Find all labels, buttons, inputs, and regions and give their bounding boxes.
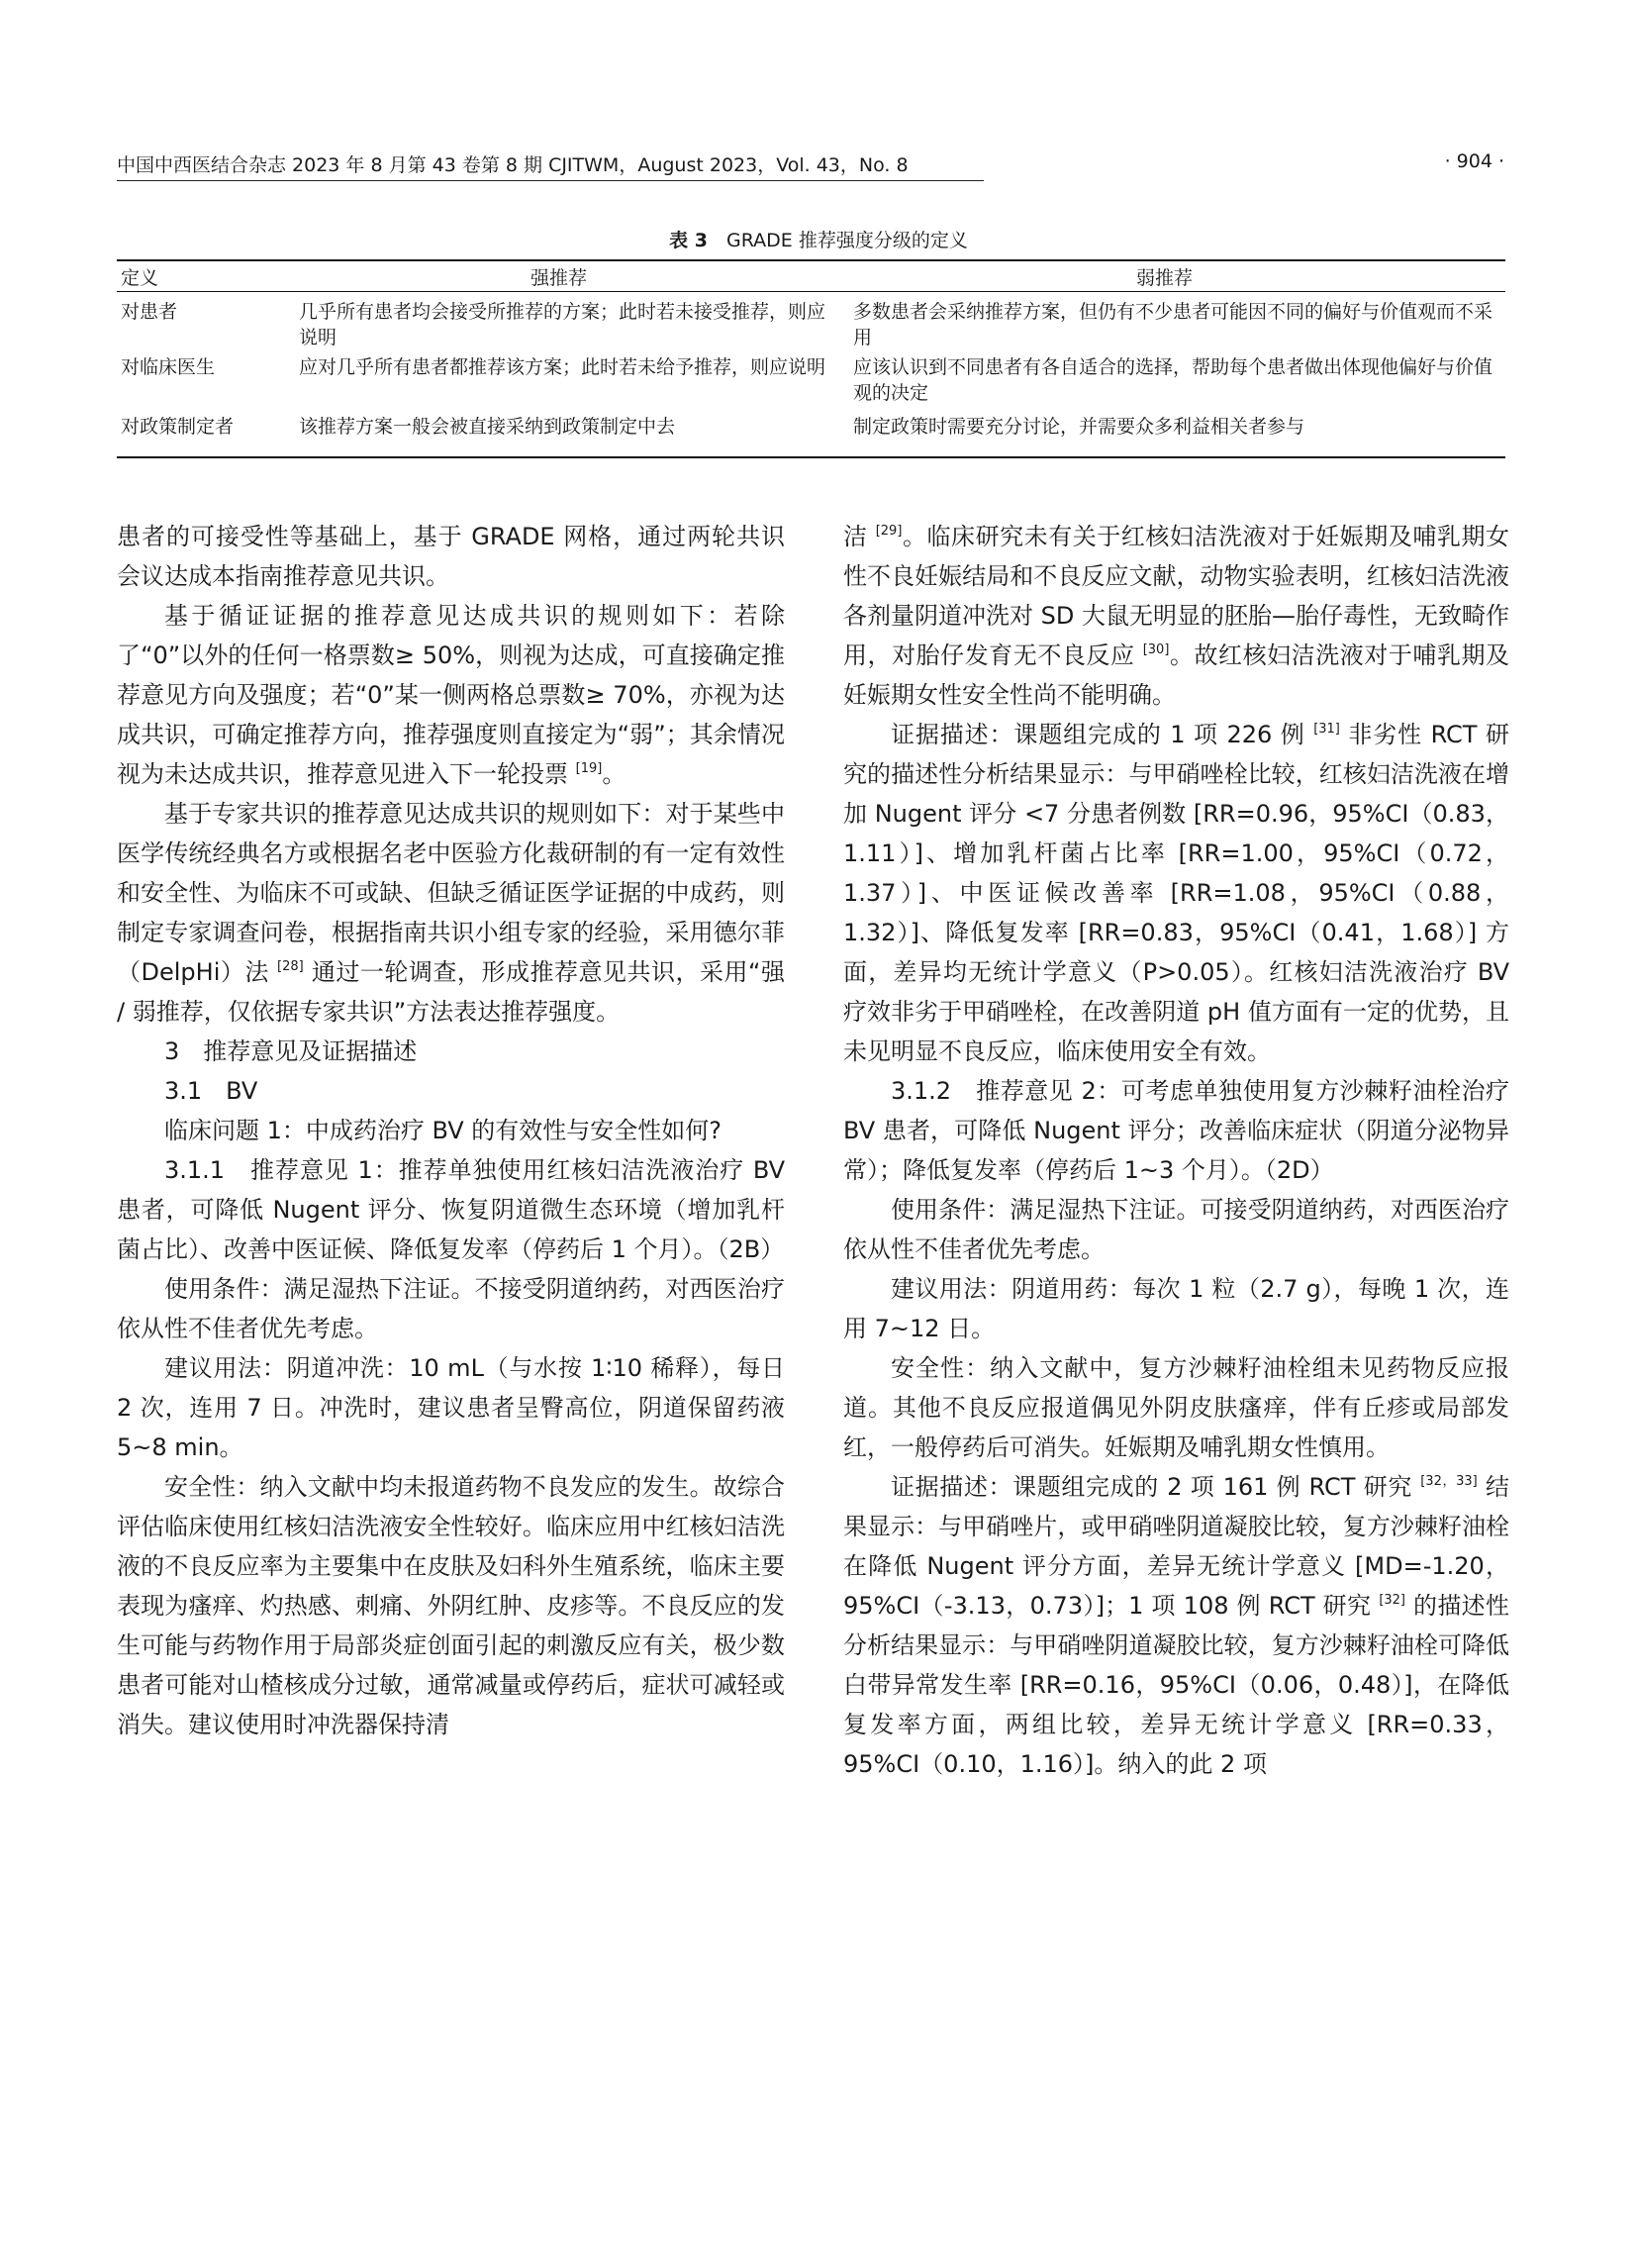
- header-rule: [117, 180, 984, 181]
- table-cell: 该推荐方案一般会被直接采纳到政策制定中去: [299, 416, 676, 438]
- citation-ref: [19]: [575, 761, 603, 776]
- table-cell: 应对几乎所有患者都推荐该方案；此时若未给予推荐，则应说明: [299, 356, 826, 378]
- body-paragraph: 使用条件：满足湿热下注证。不接受阴道纳药，对西医治疗依从性不佳者优先考虑。: [117, 1275, 785, 1342]
- body-paragraph: 安全性：纳入文献中均未报道药物不良发应的发生。故综合评估临床使用红核妇洁洗液安全性较好。临床应用中红核妇洁洗液的不良反应率为主要集中在皮肤及妇科外生殖系统，临床主要表现为瘙痒、灼热感、刺痛、外阴红肿、皮疹等。不良反应的发生可能与药物作用于局部炎症创面引起的刺激反应有关，极少数患者可能对山楂核成分过敏，通常减量或停药后，症状可减轻或消失。建议使用时冲洗器保持清: [117, 1473, 785, 1738]
- body-paragraph: 3.1.1 推荐意见 1：推荐单独使用红核妇洁洗液治疗 BV 患者，可降低 Nugent 评分、恢复阴道微生态环境（增加乳杆菌占比）、改善中医证候、降低复发率（停药后 1 个月）。（2B）: [117, 1156, 785, 1263]
- table-bottom-rule: [117, 456, 1505, 458]
- body-paragraph: 建议用法：阴道冲洗：10 mL（与水按 1∶10 稀释），每日 2 次，连用 7 日。冲洗时，建议患者呈臀高位，阴道保留药液 5~8 min。: [117, 1354, 785, 1461]
- table-cell: 对患者: [121, 301, 178, 323]
- table-cell: 几乎所有患者均会接受所推荐的方案；此时若未接受推荐，则应说明: [299, 301, 826, 348]
- body-paragraph: 证据描述：课题组完成的 1 项 226 例 [31] 非劣性 RCT 研究的描述性分析结果显示：与甲硝唑栓比较，红核妇洁洗液在增加 Nugent 评分 <7 分患者例数 [RR=0.96，95%CI（0.83，1.11）]、增加乳杆菌占比率 [RR=1.00，95%CI（0.72，1.37）]、中医证候改善率 [RR=1.08，95%CI（0.88，1.32）]、降低复发率 [RR=0.83，95%CI（0.41，1.68）] 方面，差异均无统计学意义（P>0.05）。红核妇洁洗液治疗 BV 疗效非劣于甲硝唑栓，在改善阴道 pH 值方面有一定的优势，且未见明显不良反应，临床使用安全有效。: [843, 721, 1509, 1065]
- citation-ref: [31]: [1313, 722, 1340, 737]
- table-header-weak: 弱推荐: [1136, 267, 1194, 289]
- table-cell: 对临床医生: [121, 356, 216, 378]
- left-text-column: [117, 517, 785, 1744]
- table-header-rule: [117, 291, 1505, 292]
- right-text-column: [843, 517, 1509, 1784]
- body-paragraph: 3.1.2 推荐意见 2：可考虑单独使用复方沙棘籽油栓治疗 BV 患者，可降低 Nugent 评分；改善临床症状（阴道分泌物异常）；降低复发率（停药后 1~3 个月）。（2D）: [843, 1077, 1509, 1184]
- table-cell: 多数患者会采纳推荐方案，但仍有不少患者可能因不同的偏好与价值观而不采用: [853, 301, 1493, 348]
- citation-ref: [32，33]: [1420, 1474, 1478, 1489]
- table-header-definition: 定义: [121, 267, 159, 289]
- table-label: 表 3: [669, 230, 708, 251]
- body-paragraph: 3.1 BV: [164, 1077, 258, 1105]
- table-header-strong: 强推荐: [530, 267, 588, 289]
- table-top-rule: [117, 259, 1505, 261]
- body-paragraph: 基于专家共识的推荐意见达成共识的规则如下：对于某些中医学传统经典名方或根据名老中医验方化裁研制的有一定有效性和安全性、为临床不可或缺、但缺乏循证医学证据的中成药，则制定专家调查问卷，根据指南共识小组专家的经验，采用德尔菲（DelpHi）法 [28] 通过一轮调查，形成推荐意见共识，采用“强 / 弱推荐，仅依据专家共识”方法表达推荐强度。: [117, 800, 785, 1026]
- body-paragraph: 患者的可接受性等基础上，基于 GRADE 网格，通过两轮共识会议达成本指南推荐意见共识。: [117, 523, 785, 590]
- body-paragraph: 基于循证证据的推荐意见达成共识的规则如下：若除了“0”以外的任何一格票数≥ 50%，则视为达成，可直接确定推荐意见方向及强度；若“0”某一侧两格总票数≥ 70%，亦视为达成共识，可确定推荐方向，推荐强度则直接定为“弱”；其余情况视为未达成共识，推荐意见进入下一轮投票 [19]。: [117, 602, 785, 788]
- body-paragraph: 证据描述：课题组完成的 2 项 161 例 RCT 研究 [32，33] 结果显示：与甲硝唑片，或甲硝唑阴道凝胶比较，复方沙棘籽油栓在降低 Nugent 评分方面，差异无统计学意义 [MD=-1.20，95%CI（-3.13，0.73）]；1 项 108 例 RCT 研究 [32] 的描述性分析结果显示：与甲硝唑阴道凝胶比较，复方沙棘籽油栓可降低白带异常发生率 [RR=0.16，95%CI（0.06，0.48）]，在降低复发率方面，两组比较，差异无统计学意义 [RR=0.33，95%CI（0.10，1.16）]。纳入的此 2 项: [843, 1473, 1509, 1778]
- citation-ref: [29]: [875, 524, 903, 539]
- table-cell: 应该认识到不同患者有各自适合的选择，帮助每个患者做出体现他偏好与价值观的决定: [853, 356, 1493, 404]
- body-paragraph: 洁 [29]。临床研究未有关于红核妇洁洗液对于妊娠期及哺乳期女性不良妊娠结局和不良反应文献，动物实验表明，红核妇洁洗液各剂量阴道冲洗对 SD 大鼠无明显的胚胎—胎仔毒性，无致畸作用，对胎仔发育无不良反应 [30]。故红核妇洁洗液对于哺乳期及妊娠期女性安全性尚不能明确。: [843, 523, 1509, 709]
- table-caption: [0, 226, 1637, 252]
- citation-ref: [32]: [1379, 1593, 1405, 1608]
- page-number: · 904 ·: [1444, 150, 1504, 172]
- body-paragraph: 建议用法：阴道用药：每次 1 粒（2.7 g），每晚 1 次，连用 7~12 日。: [843, 1275, 1509, 1342]
- citation-ref: [30]: [1142, 642, 1170, 657]
- body-paragraph: 使用条件：满足湿热下注证。可接受阴道纳药，对西医治疗依从性不佳者优先考虑。: [843, 1196, 1509, 1263]
- table-title: GRADE 推荐强度分级的定义: [726, 230, 968, 251]
- citation-ref: [28]: [277, 959, 304, 974]
- body-paragraph: 3 推荐意见及证据描述: [164, 1037, 418, 1065]
- body-paragraph: 临床问题 1：中成药治疗 BV 的有效性与安全性如何?: [164, 1117, 722, 1144]
- table-cell: 制定政策时需要充分讨论，并需要众多利益相关者参与: [853, 416, 1305, 438]
- body-paragraph: 安全性：纳入文献中，复方沙棘籽油栓组未见药物反应报道。其他不良反应报道偶见外阴皮肤瘙痒，伴有丘疹或局部发红，一般停药后可消失。妊娠期及哺乳期女性慎用。: [843, 1354, 1509, 1461]
- table-cell: 对政策制定者: [121, 416, 235, 438]
- running-header: 中国中西医结合杂志 2023 年 8 月第 43 卷第 8 期 CJITWM，August 2023，Vol. 43，No. 8: [117, 154, 909, 176]
